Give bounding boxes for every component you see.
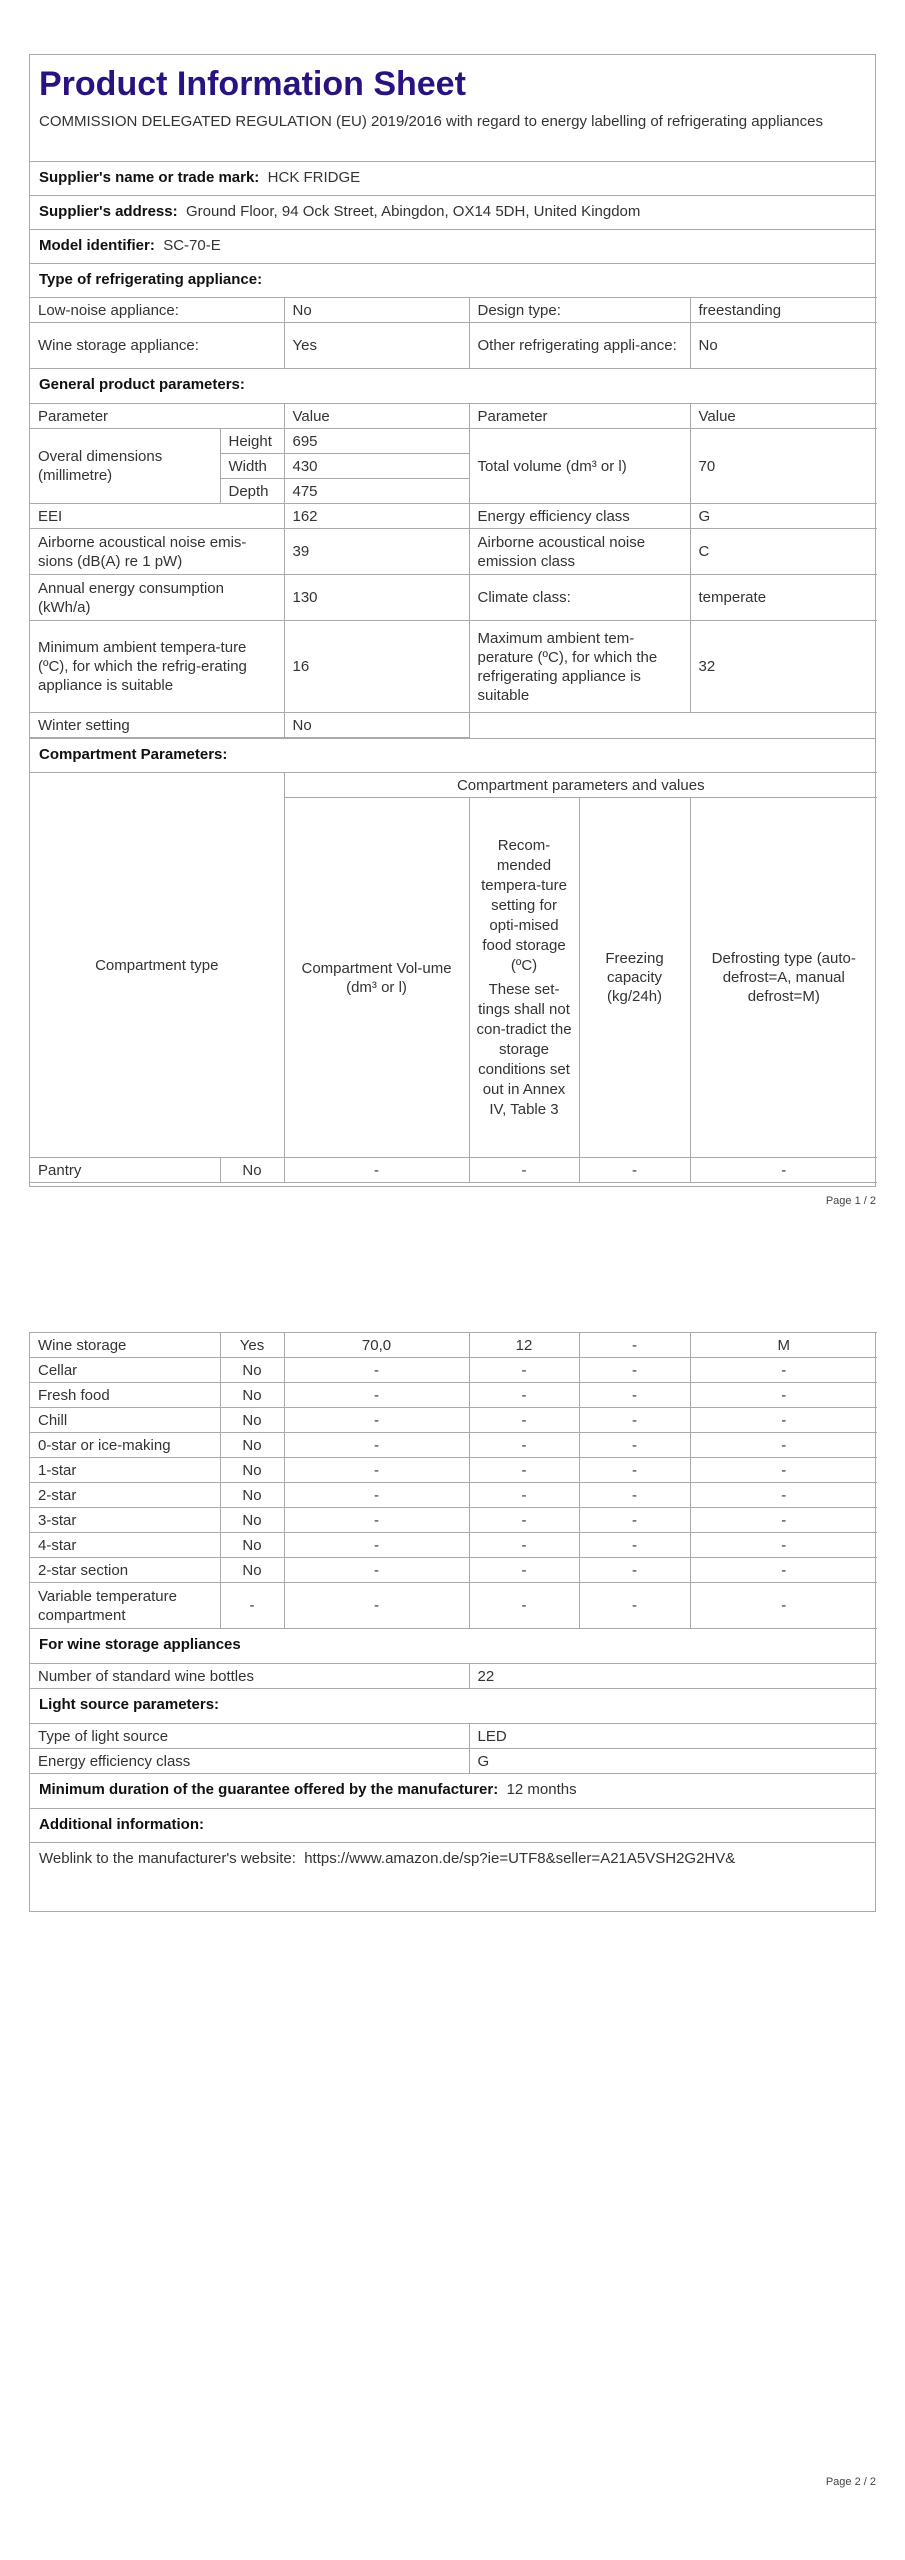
type-section-heading: Type of refrigerating appliance: bbox=[30, 263, 875, 297]
climate-class-value: temperate bbox=[690, 575, 877, 621]
recommended-temperature-text: Recom-mended tempera-ture setting for opti-mised food storage (ºC) bbox=[481, 836, 567, 974]
light-table bbox=[30, 1723, 877, 1774]
compartment-volume: - bbox=[284, 1583, 469, 1629]
compartment-row bbox=[30, 1558, 877, 1583]
compartment-defrost: - bbox=[690, 1583, 877, 1629]
compartment-defrost: - bbox=[690, 1433, 877, 1458]
compartment-values-header: Compartment parameters and values bbox=[284, 773, 877, 798]
compartment-row bbox=[30, 1158, 877, 1183]
compartment-row bbox=[30, 1383, 877, 1408]
compartment-present: No bbox=[220, 1458, 284, 1483]
depth-label: Depth bbox=[220, 479, 284, 504]
additional-section-heading: Additional information: bbox=[30, 1808, 875, 1842]
supplier-label: Supplier's name or trade mark: bbox=[39, 169, 260, 186]
guarantee-row bbox=[30, 1774, 875, 1808]
compartment-present: No bbox=[220, 1483, 284, 1508]
recommended-temperature-header bbox=[469, 798, 579, 1158]
header-parameter: Parameter bbox=[30, 404, 284, 429]
compartment-present: Yes bbox=[220, 1333, 284, 1358]
compartment-defrost: - bbox=[690, 1483, 877, 1508]
noise-emission-value: 39 bbox=[284, 529, 469, 575]
compartment-defrost: - bbox=[690, 1408, 877, 1433]
page-number-1: Page 1 / 2 bbox=[825, 1195, 876, 1207]
compartment-present: No bbox=[220, 1408, 284, 1433]
compartment-name: Pantry bbox=[30, 1158, 220, 1183]
compartment-freezing: - bbox=[579, 1458, 690, 1483]
compartment-name: 1-star bbox=[30, 1458, 220, 1483]
max-ambient-value: 32 bbox=[690, 621, 877, 713]
compartment-name: Fresh food bbox=[30, 1383, 220, 1408]
eei-label: EEI bbox=[30, 504, 284, 529]
compartment-freezing: - bbox=[579, 1583, 690, 1629]
compartment-row bbox=[30, 1508, 877, 1533]
compartment-defrost: - bbox=[690, 1458, 877, 1483]
compartment-volume: - bbox=[284, 1558, 469, 1583]
compartment-freezing: - bbox=[579, 1333, 690, 1358]
compartment-name: 0-star or ice-making bbox=[30, 1433, 220, 1458]
wine-storage-value: Yes bbox=[284, 323, 469, 369]
compartment-volume: - bbox=[284, 1358, 469, 1383]
energy-class-value: G bbox=[690, 504, 877, 529]
min-ambient-label: Minimum ambient tempera-ture (ºC), for which the refrig-erating appliance is suitable bbox=[30, 621, 284, 713]
compartment-defrost: M bbox=[690, 1333, 877, 1358]
guarantee-label: Minimum duration of the guarantee offered by the manufacturer: bbox=[39, 1781, 499, 1798]
low-noise-value: No bbox=[284, 298, 469, 323]
height-label: Height bbox=[220, 429, 284, 454]
address-label: Supplier's address: bbox=[39, 203, 178, 220]
address-row bbox=[30, 195, 875, 229]
page-2 bbox=[0, 1270, 905, 2560]
compartment-temperature: - bbox=[469, 1358, 579, 1383]
wine-section-heading: For wine storage appliances bbox=[39, 1636, 241, 1653]
climate-class-label: Climate class: bbox=[469, 575, 690, 621]
compartment-present: No bbox=[220, 1508, 284, 1533]
page-number-2: Page 2 / 2 bbox=[825, 2476, 876, 2488]
compartment-temperature: - bbox=[469, 1558, 579, 1583]
compartment-row bbox=[30, 1358, 877, 1383]
page-1 bbox=[0, 0, 905, 1270]
freezing-capacity-header: Freezing capacity (kg/24h) bbox=[579, 798, 690, 1158]
width-value: 430 bbox=[284, 454, 469, 479]
compartment-temperature: - bbox=[469, 1408, 579, 1433]
compartment-row bbox=[30, 1433, 877, 1458]
compartment-volume: 70,0 bbox=[284, 1333, 469, 1358]
guarantee-value: 12 months bbox=[506, 1781, 577, 1798]
compartment-name: 3-star bbox=[30, 1508, 220, 1533]
compartment-defrost: - bbox=[690, 1558, 877, 1583]
page-2-frame bbox=[29, 1332, 876, 1912]
compartment-volume: - bbox=[284, 1508, 469, 1533]
regulation-subtitle: COMMISSION DELEGATED REGULATION (EU) 2019/2016 with regard to energy labelling of refrigerating appliances bbox=[39, 113, 823, 130]
wine-storage-label: Wine storage appliance: bbox=[30, 323, 284, 369]
compartment-defrost: - bbox=[690, 1508, 877, 1533]
other-refrigerating-value: No bbox=[690, 323, 877, 369]
compartment-present: No bbox=[220, 1558, 284, 1583]
compartment-temperature: - bbox=[469, 1533, 579, 1558]
design-type-value: freestanding bbox=[690, 298, 877, 323]
wine-table bbox=[30, 1663, 877, 1689]
compartment-section-heading: Compartment Parameters: bbox=[30, 738, 875, 772]
temperature-note-text: These set-tings shall not con-tradict the storage conditions set out in Annex IV, Table 3 bbox=[476, 980, 572, 1118]
compartment-parameters-table bbox=[30, 772, 877, 1183]
other-refrigerating-label: Other refrigerating appli-ance: bbox=[469, 323, 690, 369]
compartment-freezing: - bbox=[579, 1383, 690, 1408]
compartment-freezing: - bbox=[579, 1483, 690, 1508]
total-volume-label: Total volume (dm³ or l) bbox=[469, 429, 690, 504]
compartment-name: 2-star section bbox=[30, 1558, 220, 1583]
light-type-label: Type of light source bbox=[30, 1724, 469, 1749]
wine-bottles-label: Number of standard wine bottles bbox=[30, 1664, 469, 1689]
light-class-label: Energy efficiency class bbox=[30, 1749, 469, 1774]
model-row bbox=[30, 229, 875, 263]
noise-class-label: Airborne acoustical noise emission class bbox=[469, 529, 690, 575]
compartment-volume: - bbox=[284, 1533, 469, 1558]
compartment-row bbox=[30, 1458, 877, 1483]
page-1-frame bbox=[29, 54, 876, 1187]
compartment-present: No bbox=[220, 1533, 284, 1558]
compartment-row bbox=[30, 1533, 877, 1558]
annual-energy-value: 130 bbox=[284, 575, 469, 621]
compartment-present: No bbox=[220, 1383, 284, 1408]
compartment-volume: - bbox=[284, 1158, 469, 1183]
light-class-value: G bbox=[469, 1749, 877, 1774]
weblink-value[interactable]: https://www.amazon.de/sp?ie=UTF8&seller=A21A5VSH2G2HV& bbox=[304, 1850, 736, 1867]
light-section-heading: Light source parameters: bbox=[39, 1696, 220, 1713]
wine-bottles-value: 22 bbox=[469, 1664, 877, 1689]
compartment-volume: - bbox=[284, 1458, 469, 1483]
compartment-defrost: - bbox=[690, 1358, 877, 1383]
compartment-temperature: - bbox=[469, 1508, 579, 1533]
compartment-temperature: - bbox=[469, 1483, 579, 1508]
compartment-present: - bbox=[220, 1583, 284, 1629]
max-ambient-label: Maximum ambient tem-perature (ºC), for which the refrigerating appliance is suitable bbox=[469, 621, 690, 713]
compartment-type-header: Compartment type bbox=[30, 773, 284, 1158]
dimensions-label: Overal dimensions (millimetre) bbox=[30, 429, 220, 504]
compartment-present: No bbox=[220, 1433, 284, 1458]
compartment-freezing: - bbox=[579, 1558, 690, 1583]
low-noise-label: Low-noise appliance: bbox=[30, 298, 284, 323]
compartment-name: Chill bbox=[30, 1408, 220, 1433]
supplier-row bbox=[30, 161, 875, 195]
compartment-name: 2-star bbox=[30, 1483, 220, 1508]
compartment-temperature: - bbox=[469, 1158, 579, 1183]
appliance-type-table bbox=[30, 297, 877, 369]
empty-cell bbox=[469, 713, 877, 738]
total-volume-value: 70 bbox=[690, 429, 877, 504]
compartment-defrost: - bbox=[690, 1158, 877, 1183]
compartment-name: Variable temperature compartment bbox=[30, 1583, 220, 1629]
header-value-2: Value bbox=[690, 404, 877, 429]
compartment-row bbox=[30, 1483, 877, 1508]
compartment-freezing: - bbox=[579, 1408, 690, 1433]
compartment-temperature: 12 bbox=[469, 1333, 579, 1358]
compartment-name: 4-star bbox=[30, 1533, 220, 1558]
winter-setting-value: No bbox=[284, 713, 469, 738]
compartment-row bbox=[30, 1583, 877, 1629]
compartment-present: No bbox=[220, 1158, 284, 1183]
weblink-label: Weblink to the manufacturer's website: bbox=[39, 1850, 296, 1867]
header-parameter-2: Parameter bbox=[469, 404, 690, 429]
weblink-row bbox=[30, 1842, 875, 1876]
compartment-temperature: - bbox=[469, 1583, 579, 1629]
light-type-value: LED bbox=[469, 1724, 877, 1749]
noise-emission-label: Airborne acoustical noise emis-sions (dB(A) re 1 pW) bbox=[30, 529, 284, 575]
compartment-name: Cellar bbox=[30, 1358, 220, 1383]
height-value: 695 bbox=[284, 429, 469, 454]
width-label: Width bbox=[220, 454, 284, 479]
compartment-freezing: - bbox=[579, 1508, 690, 1533]
address-value: Ground Floor, 94 Ock Street, Abingdon, OX14 5DH, United Kingdom bbox=[185, 203, 641, 220]
winter-setting-label: Winter setting bbox=[30, 713, 284, 738]
noise-class-value: C bbox=[690, 529, 877, 575]
compartment-temperature: - bbox=[469, 1458, 579, 1483]
compartment-volume: - bbox=[284, 1383, 469, 1408]
compartment-freezing: - bbox=[579, 1433, 690, 1458]
compartment-rows-table bbox=[30, 1332, 877, 1629]
compartment-defrost: - bbox=[690, 1533, 877, 1558]
compartment-volume: - bbox=[284, 1408, 469, 1433]
compartment-temperature: - bbox=[469, 1433, 579, 1458]
defrosting-type-header: Defrosting type (auto-defrost=A, manual defrost=M) bbox=[690, 798, 877, 1158]
compartment-volume: - bbox=[284, 1483, 469, 1508]
energy-class-label: Energy efficiency class bbox=[469, 504, 690, 529]
depth-value: 475 bbox=[284, 479, 469, 504]
compartment-temperature: - bbox=[469, 1383, 579, 1408]
supplier-value: HCK FRIDGE bbox=[267, 169, 361, 186]
annual-energy-label: Annual energy consumption (kWh/a) bbox=[30, 575, 284, 621]
model-value: SC-70-E bbox=[163, 237, 221, 254]
compartment-freezing: - bbox=[579, 1358, 690, 1383]
general-parameters-table bbox=[30, 403, 877, 738]
eei-value: 162 bbox=[284, 504, 469, 529]
compartment-row bbox=[30, 1408, 877, 1433]
compartment-freezing: - bbox=[579, 1158, 690, 1183]
document-title: Product Information Sheet bbox=[39, 65, 466, 103]
compartment-volume-header: Compartment Vol-ume (dm³ or l) bbox=[284, 798, 469, 1158]
header-value: Value bbox=[284, 404, 469, 429]
compartment-freezing: - bbox=[579, 1533, 690, 1558]
compartment-present: No bbox=[220, 1358, 284, 1383]
compartment-row bbox=[30, 1333, 877, 1358]
design-type-label: Design type: bbox=[469, 298, 690, 323]
compartment-volume: - bbox=[284, 1433, 469, 1458]
model-label: Model identifier: bbox=[39, 237, 155, 254]
compartment-defrost: - bbox=[690, 1383, 877, 1408]
compartment-name: Wine storage bbox=[30, 1333, 220, 1358]
min-ambient-value: 16 bbox=[284, 621, 469, 713]
general-section-heading: General product parameters: bbox=[39, 376, 245, 393]
